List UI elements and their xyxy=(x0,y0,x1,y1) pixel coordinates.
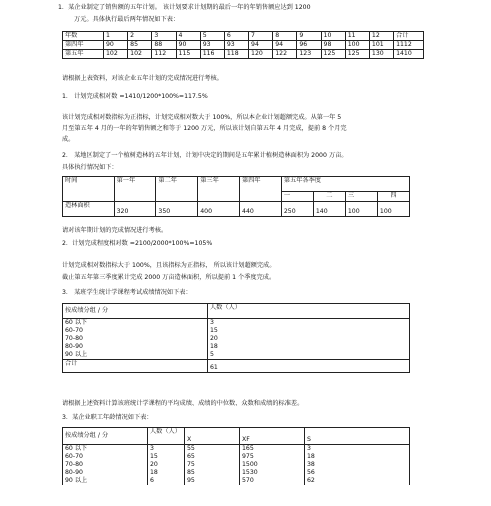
table-row xyxy=(63,469,410,477)
count-header: 人数（人） xyxy=(208,304,410,319)
table-row xyxy=(63,428,410,445)
cell: 3 xyxy=(148,445,185,454)
cell: 1112 xyxy=(394,41,424,50)
cell: 1410 xyxy=(394,50,424,59)
cell: 94 xyxy=(249,41,273,50)
table-row xyxy=(63,319,410,328)
cell: 125 xyxy=(321,50,345,59)
year-col: 第二年 xyxy=(156,177,198,202)
month-11: 11 xyxy=(345,32,369,41)
month-9: 9 xyxy=(297,32,321,41)
cell: 90 以上 xyxy=(63,477,148,485)
table-row xyxy=(63,461,410,469)
item1-question: 请根据上表资料，对该企业五年计划的完成情况进行考核。 xyxy=(62,75,223,82)
month-6: 6 xyxy=(224,32,248,41)
cell: 350 xyxy=(156,202,198,217)
cell: 115 xyxy=(176,50,200,59)
cell: 570 xyxy=(240,477,305,485)
month-4: 4 xyxy=(176,32,200,41)
item3-line1: 3． 某班学生统计学课程考试成绩情况如下表： xyxy=(62,289,192,296)
cell: 320 xyxy=(114,202,156,217)
cell: 165 xyxy=(240,445,305,454)
group-cell: 60-70 xyxy=(63,327,208,335)
fifth-year-header: 第五年各季度 xyxy=(281,177,409,192)
cell: 130 xyxy=(369,50,393,59)
cell: 85 xyxy=(185,469,240,477)
cell: 1530 xyxy=(240,469,305,477)
cell: 100 xyxy=(345,202,377,217)
cell: 116 xyxy=(200,50,224,59)
cell: 100 xyxy=(345,41,369,50)
month-7: 7 xyxy=(249,32,273,41)
cell: 60-70 xyxy=(63,453,148,461)
cell: 100 xyxy=(377,202,409,217)
year-col: 第四年 xyxy=(240,177,282,202)
header-cell: X xyxy=(185,428,240,445)
afforestation-table xyxy=(62,176,410,217)
quarter-col: 三 xyxy=(345,191,377,201)
table-row xyxy=(63,50,424,59)
cell: 56 xyxy=(305,469,410,477)
cell: 118 xyxy=(224,50,248,59)
month-12: 12 xyxy=(369,32,393,41)
table-row xyxy=(63,202,410,217)
item1-answer-p1: 该计划完成相对数指标为正指标，计划完成相对数大于 100%，所以本企业计划超额完成。从第一年 5 xyxy=(62,114,342,121)
table-row xyxy=(63,351,410,360)
cell: 140 xyxy=(313,202,345,217)
row-label: 第五年 xyxy=(63,50,104,59)
cell: 93 xyxy=(224,41,248,50)
count-cell: 18 xyxy=(208,343,410,351)
year-header: 年数 xyxy=(63,32,104,41)
item3-question: 请根据上述资料计算该班统计学课程的平均成绩、成绩的中位数、众数和成绩的标准差。 xyxy=(62,400,304,407)
item3-answer-title: 3．某企业职工年龄情况如下表： xyxy=(62,414,153,421)
cell: 400 xyxy=(198,202,240,217)
table-row xyxy=(63,343,410,351)
cell: 75 xyxy=(185,461,240,469)
score-table xyxy=(62,303,410,373)
cell: 101 xyxy=(369,41,393,50)
year-col: 第三年 xyxy=(198,177,240,202)
cell: 55 xyxy=(185,445,240,454)
month-5: 5 xyxy=(200,32,224,41)
table-row xyxy=(63,360,410,373)
cell: 95 xyxy=(185,477,240,485)
cell: 3 xyxy=(305,445,410,454)
cell: 1500 xyxy=(240,461,305,469)
cell: 60 以下 xyxy=(63,445,148,454)
cell: 250 xyxy=(281,202,313,217)
item2-answer-title: 2．计划完成程度相对数 =2100/2000*100%=105% xyxy=(62,240,213,247)
month-10: 10 xyxy=(321,32,345,41)
cell: 88 xyxy=(152,41,176,50)
cell: 62 xyxy=(305,477,410,485)
count-cell: 3 xyxy=(208,319,410,328)
month-1: 1 xyxy=(104,32,128,41)
cell: 90 xyxy=(104,41,128,50)
group-header: 按成绩分组 / 分 xyxy=(63,304,208,319)
cell: 65 xyxy=(185,453,240,461)
month-2: 2 xyxy=(128,32,152,41)
cell: 38 xyxy=(305,461,410,469)
month-8: 8 xyxy=(273,32,297,41)
cell: 98 xyxy=(321,41,345,50)
quarter-col: 四 xyxy=(377,191,409,201)
item2-line2: 具体执行情况如下： xyxy=(62,164,118,171)
item1-answer-p2: 月至第五年 4 月的一年的年销售额之和等于 1200 万元，所以该计划自第五年 4 月完成，提前 8 个月完 xyxy=(62,125,347,132)
cell: 70-80 xyxy=(63,461,148,469)
total-header: 合计 xyxy=(394,32,424,41)
total-cell: 61 xyxy=(208,360,410,373)
row-label: 造林面积 xyxy=(63,202,115,217)
item1-answer-p3: 成。 xyxy=(62,136,75,143)
cell: 94 xyxy=(273,41,297,50)
cell: 102 xyxy=(128,50,152,59)
header-cell: XF xyxy=(240,428,305,445)
group-cell: 60 以下 xyxy=(63,319,208,328)
table-row xyxy=(63,335,410,343)
cell: 20 xyxy=(148,461,185,469)
table-row xyxy=(63,32,424,41)
time-header: 时间 xyxy=(63,177,115,202)
header-cell: 按成绩分组 / 分 xyxy=(63,428,148,445)
cell: 90 xyxy=(176,41,200,50)
table-row xyxy=(63,177,410,192)
table-row xyxy=(63,304,410,319)
group-cell: 90 以上 xyxy=(63,351,208,360)
month-3: 3 xyxy=(152,32,176,41)
quarter-col: 二 xyxy=(313,191,345,201)
sales-table xyxy=(62,31,424,59)
count-cell: 15 xyxy=(208,327,410,335)
item2-answer-p1: 计划完成相对数指标大于 100%，且该指标为正指标， 所以该计划超额完成。 xyxy=(62,262,276,269)
count-cell: 5 xyxy=(208,351,410,360)
count-cell: 20 xyxy=(208,335,410,343)
cell: 125 xyxy=(345,50,369,59)
cell: 15 xyxy=(148,453,185,461)
header-cell: S xyxy=(305,428,410,445)
table-row xyxy=(63,41,424,50)
cell: 112 xyxy=(152,50,176,59)
item2-question: 请对该年期计划的完成情况进行考核。 xyxy=(62,227,168,234)
total-label: 合计 xyxy=(63,360,208,373)
cell: 6 xyxy=(148,477,185,485)
item2-line1: 2． 某地区制定了一个植树造林的五年计划，计划中决定的期间是五年累计植树造林面积为 2000 万亩。 xyxy=(62,152,348,159)
cell: 18 xyxy=(305,453,410,461)
cell: 123 xyxy=(297,50,321,59)
item2-answer-p2: 截止第五年第三季度累计完成 2000 万亩造林面积，所以提前 1 个季度完成。 xyxy=(62,274,276,281)
cell: 93 xyxy=(200,41,224,50)
item1-line1: 1．某企业制定了销售额的五年计划。 该计划要求计划期的最后一年的年销售额应达到 1200 xyxy=(58,4,311,11)
cell: 96 xyxy=(297,41,321,50)
item1-line2: 万元。具体执行最后两年情况如下表： xyxy=(74,16,180,23)
cell: 440 xyxy=(240,202,282,217)
cell: 102 xyxy=(104,50,128,59)
cell: 975 xyxy=(240,453,305,461)
year-col: 第一年 xyxy=(114,177,156,202)
quarter-col: 一 xyxy=(281,191,313,201)
cell: 85 xyxy=(128,41,152,50)
calc-table xyxy=(62,427,410,485)
table-row xyxy=(63,453,410,461)
row-label: 第四年 xyxy=(63,41,104,50)
cell: 122 xyxy=(273,50,297,59)
item1-answer-title: 1． 计划完成相对数 =1410/1200*100%=117.5% xyxy=(62,93,208,100)
table-row xyxy=(63,477,410,485)
header-cell: 人数（人） xyxy=(148,428,185,445)
group-cell: 80-90 xyxy=(63,343,208,351)
cell: 120 xyxy=(249,50,273,59)
group-cell: 70-80 xyxy=(63,335,208,343)
table-row xyxy=(63,445,410,454)
table-row xyxy=(63,327,410,335)
cell: 80-90 xyxy=(63,469,148,477)
cell: 18 xyxy=(148,469,185,477)
